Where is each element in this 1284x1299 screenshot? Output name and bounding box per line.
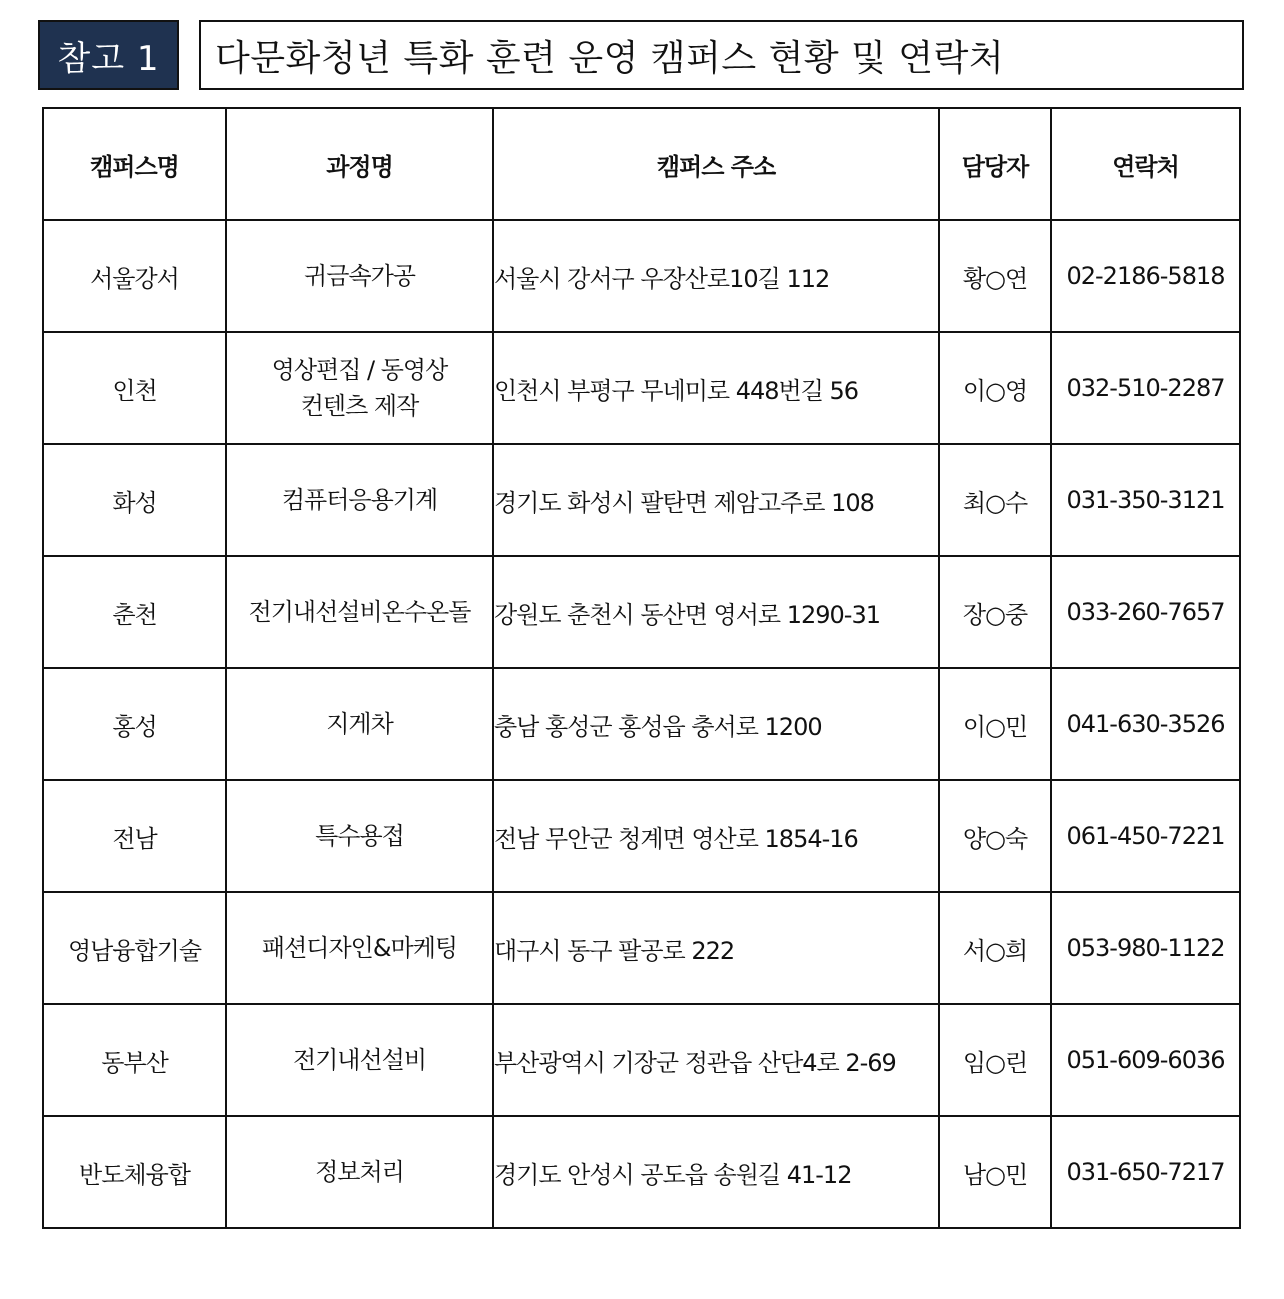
reference-tag [38,20,179,90]
table-row [43,1004,1240,1116]
cell-phone: 051-609-6036 [1051,1004,1240,1116]
course-text [262,930,457,966]
course-text [293,1042,426,1078]
cell-campus: 전남 [43,780,226,892]
cell-campus: 인천 [43,332,226,444]
cell-address: 부산광역시 기장군 정관읍 산단4로 2-69 [493,1004,939,1116]
table-header-row [43,108,1240,220]
course-text [249,594,471,630]
cell-campus: 화성 [43,444,226,556]
cell-campus: 춘천 [43,556,226,668]
cell-manager: 양○숙 [939,780,1051,892]
cell-course [226,220,493,332]
cell-address: 서울시 강서구 우장산로10길 112 [493,220,939,332]
course-text [227,352,492,424]
cell-campus: 동부산 [43,1004,226,1116]
course-line: 정보처리 [315,1158,404,1186]
cell-address: 대구시 동구 팔공로 222 [493,892,939,1004]
campus-table [42,107,1241,1229]
table-row [43,220,1240,332]
cell-phone: 031-650-7217 [1051,1116,1240,1228]
course-line: 패션디자인&마케팅 [261,934,458,962]
table-row [43,668,1240,780]
cell-course [226,1004,493,1116]
cell-phone: 033-260-7657 [1051,556,1240,668]
cell-address: 경기도 안성시 공도읍 송원길 41-12 [493,1116,939,1228]
table-row [43,332,1240,444]
cell-course [226,332,493,444]
cell-campus: 영남융합기술 [43,892,226,1004]
course-text [315,818,404,854]
cell-campus: 서울강서 [43,220,226,332]
course-line: 온수온돌 [381,598,471,626]
cell-address: 인천시 부평구 무네미로 448번길 56 [493,332,939,444]
course-line: 영상편집 / 동영상 [271,356,448,384]
page-title-box [199,20,1244,90]
cell-course [226,444,493,556]
cell-manager: 이○영 [939,332,1051,444]
reference-tag-label: 참고 1 [57,38,160,79]
cell-course [226,1116,493,1228]
table-row [43,1116,1240,1228]
cell-address: 경기도 화성시 팔탄면 제암고주로 108 [493,444,939,556]
column-header-phone: 연락처 [1051,108,1240,220]
cell-phone: 032-510-2287 [1051,332,1240,444]
table-row [43,892,1240,1004]
cell-manager: 장○중 [939,556,1051,668]
cell-address: 강원도 춘천시 동산면 영서로 1290-31 [493,556,939,668]
cell-phone: 031-350-3121 [1051,444,1240,556]
course-text [326,706,393,742]
course-text [282,482,437,518]
table-body [43,220,1240,1228]
cell-course [226,668,493,780]
column-header-address: 캠퍼스 주소 [493,108,939,220]
table-row [43,444,1240,556]
column-header-campus: 캠퍼스명 [43,108,226,220]
table-row [43,780,1240,892]
course-line: 특수용접 [315,822,404,850]
course-line: 지게차 [326,710,393,738]
cell-course [226,892,493,1004]
cell-manager: 서○희 [939,892,1051,1004]
cell-campus: 홍성 [43,668,226,780]
course-line: 귀금속가공 [304,262,415,290]
cell-course [226,556,493,668]
cell-course [226,780,493,892]
cell-phone: 061-450-7221 [1051,780,1240,892]
course-line: 컨텐츠 제작 [300,392,419,420]
cell-manager: 임○린 [939,1004,1051,1116]
course-text [304,258,415,294]
course-text [315,1154,404,1190]
cell-manager: 황○연 [939,220,1051,332]
cell-phone: 053-980-1122 [1051,892,1240,1004]
cell-address: 전남 무안군 청계면 영산로 1854-16 [493,780,939,892]
column-header-course: 과정명 [226,108,493,220]
cell-phone: 041-630-3526 [1051,668,1240,780]
course-line: 컴퓨터응용기계 [281,486,438,514]
table-row [43,556,1240,668]
column-header-manager: 담당자 [939,108,1051,220]
cell-campus: 반도체융합 [43,1116,226,1228]
course-line: 전기내선설비 [292,1046,427,1074]
cell-address: 충남 홍성군 홍성읍 충서로 1200 [493,668,939,780]
cell-manager: 최○수 [939,444,1051,556]
cell-phone: 02-2186-5818 [1051,220,1240,332]
cell-manager: 이○민 [939,668,1051,780]
page-title: 다문화청년 특화 훈련 운영 캠퍼스 현황 및 연락처 [215,37,1005,79]
course-line: 전기내선설비 [248,598,382,626]
cell-manager: 남○민 [939,1116,1051,1228]
